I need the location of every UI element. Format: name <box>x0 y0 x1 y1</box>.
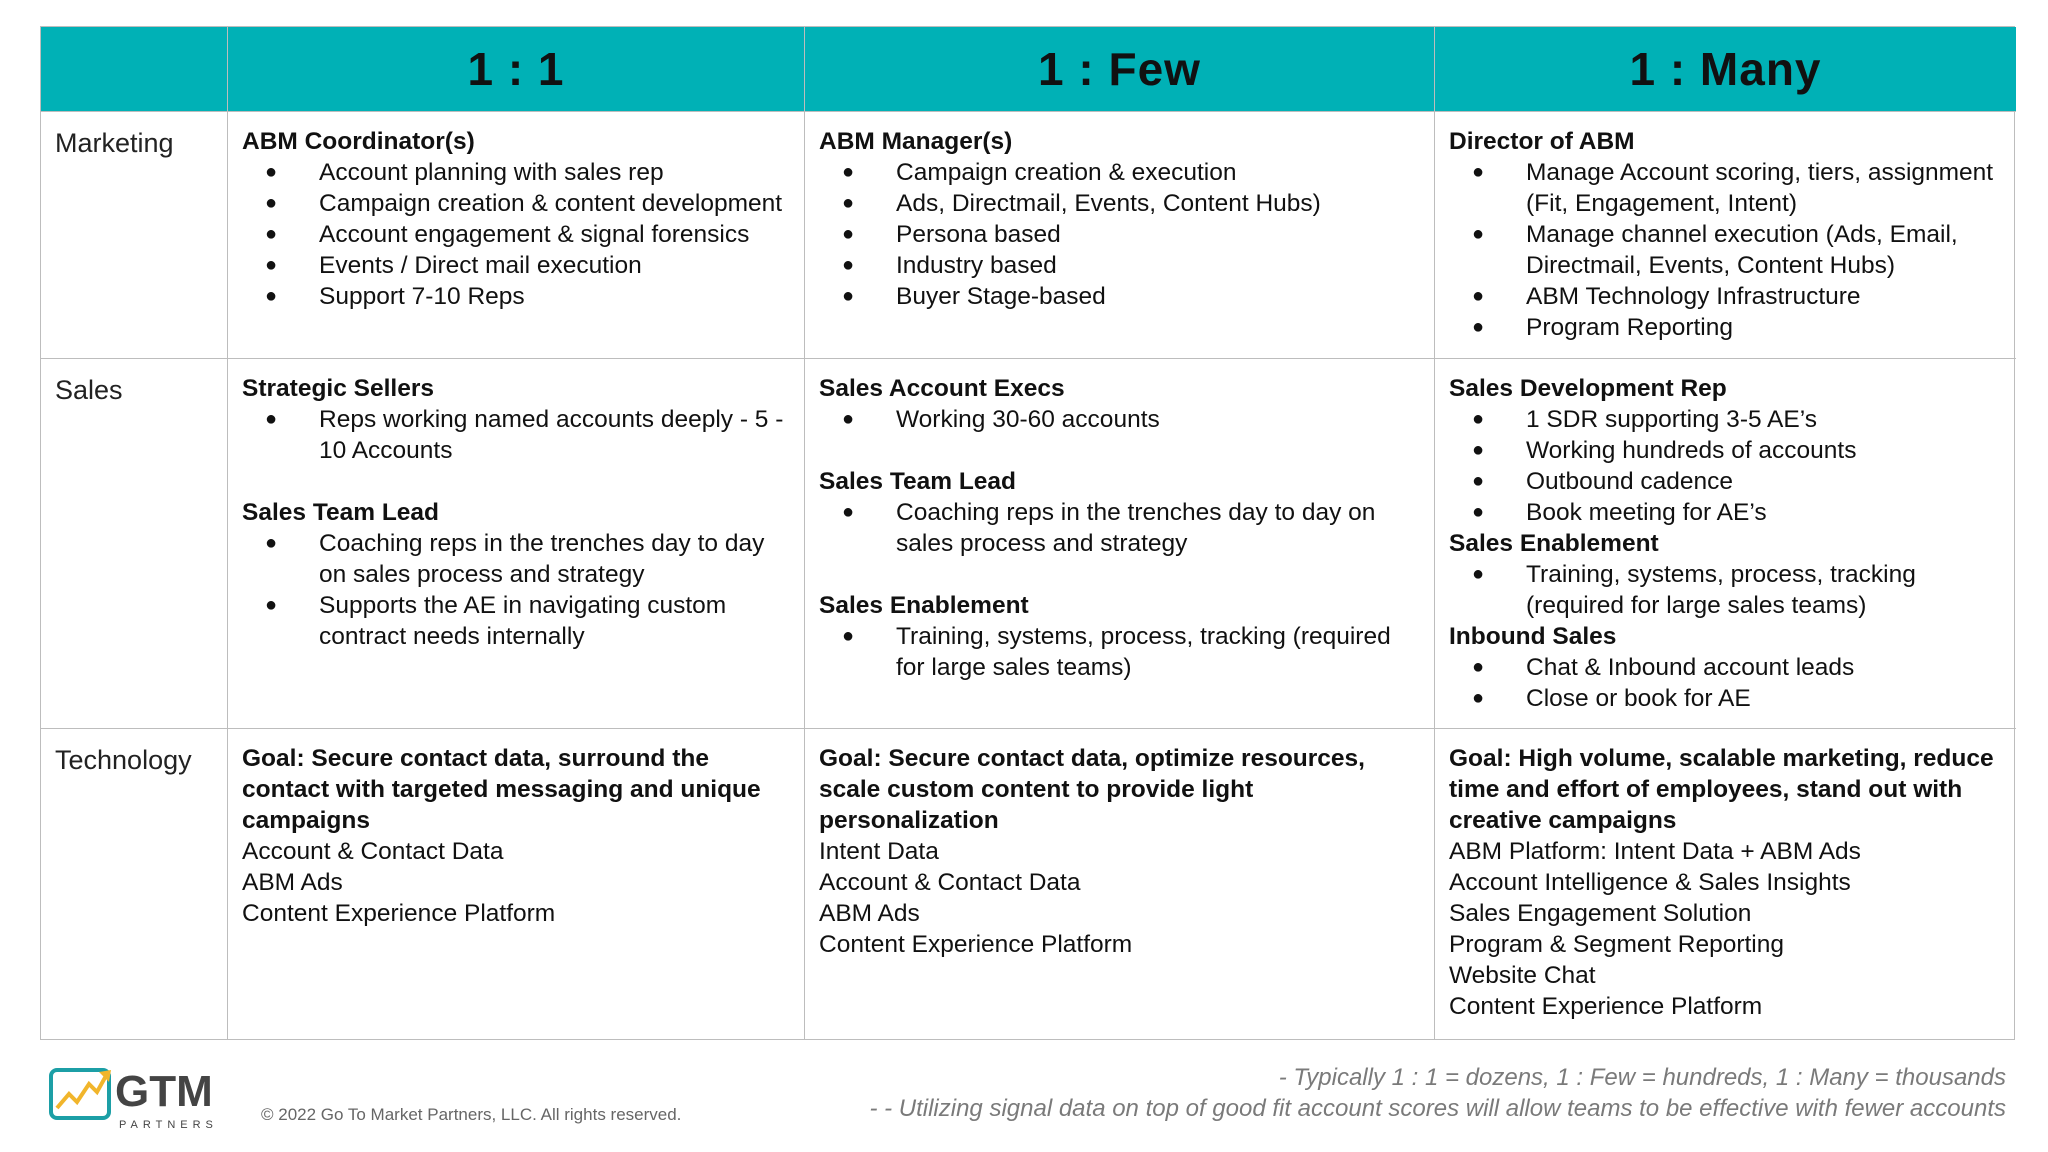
bullet-item: ● Chat & Inbound account leads <box>1449 652 2002 683</box>
abm-role-table <box>40 26 2015 1040</box>
sales-1-to-few-cell <box>805 359 1435 729</box>
marketing-1-to-few-cell <box>805 112 1435 359</box>
bullet-item: ● Close or book for AE <box>1449 683 2002 714</box>
bullet-item: ● Ads, Directmail, Events, Content Hubs) <box>819 188 1420 219</box>
group-title: ABM Manager(s) <box>819 128 1013 155</box>
bullet-list <box>819 157 1420 312</box>
bullet-item: ● Training, systems, process, tracking (required for large sales teams) <box>819 621 1420 683</box>
bullet-item: ● Coaching reps in the trenches day to day on sales process and strategy <box>819 497 1420 559</box>
bullet-list <box>1449 404 2002 528</box>
tech-line: Website Chat <box>1449 962 1596 989</box>
chart-arrow-icon <box>47 1062 247 1132</box>
gtm-partners-logo <box>47 1062 247 1132</box>
group-title: ABM Coordinator(s) <box>242 128 475 155</box>
bullet-item: ● Program Reporting <box>1449 312 2002 343</box>
bullet-item: ● Support 7-10 Reps <box>242 281 790 312</box>
tech-line: Content Experience Platform <box>819 931 1133 958</box>
bullet-list <box>242 404 790 466</box>
technology-1-to-few-cell <box>805 729 1435 1039</box>
bullet-list <box>1449 559 2002 621</box>
bullet-item: ● Supports the AE in navigating custom contract needs internally <box>242 590 790 652</box>
logo-subtext: PARTNERS <box>119 1119 218 1131</box>
bullet-item: ● Persona based <box>819 219 1420 250</box>
bullet-item: ● Working hundreds of accounts <box>1449 435 2002 466</box>
bullet-item: ● Outbound cadence <box>1449 466 2002 497</box>
tech-line: Content Experience Platform <box>1449 993 1763 1020</box>
tech-line: ABM Platform: Intent Data + ABM Ads <box>1449 838 1861 865</box>
group-title: Director of ABM <box>1449 128 1635 155</box>
bullet-item: ● Campaign creation & execution <box>819 157 1420 188</box>
row-label-marketing: Marketing <box>41 112 228 359</box>
header-corner-cell <box>41 27 228 112</box>
bullet-item: ● Reps working named accounts deeply - 5 - 10 Accounts <box>242 404 790 466</box>
tech-line: Sales Engagement Solution <box>1449 900 1752 927</box>
tech-line: Account & Contact Data <box>819 869 1081 896</box>
bullet-list <box>819 404 1420 435</box>
header-1-to-few: 1 : Few <box>805 27 1435 112</box>
bullet-list <box>242 157 790 312</box>
tech-line: ABM Ads <box>242 869 343 896</box>
bullet-item: ● Campaign creation & content development <box>242 188 790 219</box>
group-title: Sales Team Lead <box>819 468 1017 495</box>
tech-line: Account & Contact Data <box>242 838 504 865</box>
sales-1-to-1-cell <box>228 359 805 729</box>
group-title: Sales Enablement <box>1449 530 1659 557</box>
group-title: Inbound Sales <box>1449 623 1617 650</box>
bullet-item: ● Account planning with sales rep <box>242 157 790 188</box>
technology-1-to-many-cell <box>1435 729 2016 1039</box>
row-label-sales: Sales <box>41 359 228 729</box>
marketing-1-to-many-cell <box>1435 112 2016 359</box>
goal-text: Goal: High volume, scalable marketing, reduce time and effort of employees, stand out with creative campaigns <box>1449 745 1994 834</box>
bullet-item: ● Book meeting for AE’s <box>1449 497 2002 528</box>
bullet-item: ● 1 SDR supporting 3-5 AE’s <box>1449 404 2002 435</box>
logo-text: GTM <box>115 1067 213 1116</box>
bullet-item: ● ABM Technology Infrastructure <box>1449 281 2002 312</box>
sales-1-to-many-cell <box>1435 359 2016 729</box>
footnote-1: - Typically 1 : 1 = dozens, 1 : Few = hundreds, 1 : Many = thousands <box>1278 1064 2006 1091</box>
header-1-to-1: 1 : 1 <box>228 27 805 112</box>
tech-line: Account Intelligence & Sales Insights <box>1449 869 1851 896</box>
bullet-list <box>819 621 1420 683</box>
tech-line: ABM Ads <box>819 900 920 927</box>
tech-line: Intent Data <box>819 838 939 865</box>
bullet-item: ● Working 30-60 accounts <box>819 404 1420 435</box>
copyright-text: © 2022 Go To Market Partners, LLC. All rights reserved. <box>261 1105 682 1124</box>
group-title: Sales Account Execs <box>819 375 1065 402</box>
goal-text: Goal: Secure contact data, optimize resources, scale custom content to provide light personalization <box>819 745 1365 834</box>
group-title: Sales Enablement <box>819 592 1029 619</box>
tech-line: Content Experience Platform <box>242 900 556 927</box>
footnotes <box>869 1062 2006 1124</box>
group-title: Sales Development Rep <box>1449 375 1727 402</box>
bullet-list <box>1449 157 2002 343</box>
group-title: Strategic Sellers <box>242 375 435 402</box>
bullet-item: ● Manage channel execution (Ads, Email, Directmail, Events, Content Hubs) <box>1449 219 2002 281</box>
bullet-item: ● Coaching reps in the trenches day to day on sales process and strategy <box>242 528 790 590</box>
tech-line: Program & Segment Reporting <box>1449 931 1784 958</box>
technology-1-to-1-cell <box>228 729 805 1039</box>
marketing-1-to-1-cell <box>228 112 805 359</box>
bullet-item: ● Manage Account scoring, tiers, assignment (Fit, Engagement, Intent) <box>1449 157 2002 219</box>
group-title: Sales Team Lead <box>242 499 440 526</box>
bullet-list <box>1449 652 2002 714</box>
bullet-list <box>242 528 790 652</box>
bullet-item: ● Events / Direct mail execution <box>242 250 790 281</box>
row-label-technology: Technology <box>41 729 228 1039</box>
bullet-list <box>819 497 1420 559</box>
bullet-item: ● Training, systems, process, tracking (required for large sales teams) <box>1449 559 2002 621</box>
goal-text: Goal: Secure contact data, surround the contact with targeted messaging and unique campaigns <box>242 745 761 834</box>
bullet-item: ● Buyer Stage-based <box>819 281 1420 312</box>
footnote-2: - - Utilizing signal data on top of good fit account scores will allow teams to be effective with fewer accounts <box>869 1095 2006 1122</box>
bullet-item: ● Industry based <box>819 250 1420 281</box>
bullet-item: ● Account engagement & signal forensics <box>242 219 790 250</box>
header-1-to-many: 1 : Many <box>1435 27 2016 112</box>
